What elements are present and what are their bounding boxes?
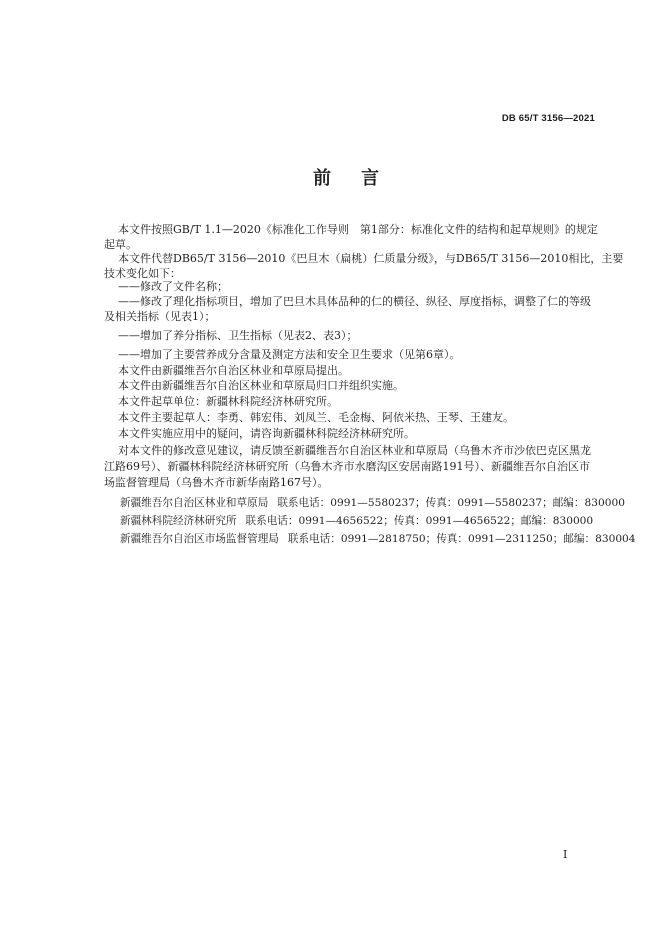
change-item-2: [104, 295, 590, 324]
contact-list: [120, 494, 636, 548]
paragraph-line: 起草。: [104, 237, 137, 251]
paragraph-line: ——增加了养分指标、卫生指标（见表2、表3）；: [118, 329, 358, 342]
change-item-4: [104, 348, 590, 363]
contact-details: 联系电话：0991—5580237；传真：0991—5580237；邮编：830000: [277, 497, 625, 509]
contact-line: [120, 530, 636, 548]
paragraph-line: ——增加了主要营养成分含量及测定方法和安全卫生要求（见第6章）。: [118, 348, 461, 361]
paragraph-line: 本文件起草单位：新疆林科院经济林研究所。: [118, 395, 338, 408]
change-item-3: [104, 329, 590, 344]
page-number: I: [563, 848, 568, 861]
contact-line: [120, 512, 636, 530]
paragraph-line: 江路69号）、新疆林科院经济林研究所（乌鲁木齐市水磨沟区安居南路191号）、新疆维吾尔自治区市: [104, 460, 590, 473]
paragraph-line: 技术变化如下：: [104, 266, 181, 280]
contact-org: 新疆维吾尔自治区市场监督管理局: [120, 533, 279, 545]
paragraph-line: ——修改了文件名称；: [118, 280, 228, 293]
paragraph-administered-by: [104, 379, 590, 394]
document-code: DB 65/T 3156—2021: [501, 113, 595, 124]
paragraph-drafting-rules: [104, 223, 598, 252]
paragraph-line: 及相关指标（见表1）；: [104, 309, 216, 323]
paragraph-drafters: [104, 411, 590, 426]
contact-org: 新疆林科院经济林研究所: [120, 515, 237, 527]
paragraph-proposed-by: [104, 364, 590, 379]
contact-details: 联系电话：0991—2818750；传真：0991—2311250；邮编：830004: [287, 533, 636, 545]
paragraph-feedback: [104, 443, 590, 491]
paragraph-line: 本文件由新疆维吾尔自治区林业和草原局提出。: [118, 364, 349, 377]
preface-title: 前言: [313, 168, 409, 189]
paragraph-drafting-unit: [104, 395, 590, 410]
paragraph-line: 本文件主要起草人：李勇、韩宏伟、刘凤兰、毛金梅、阿依米热、王琴、王建友。: [118, 411, 514, 424]
contact-line: [120, 494, 636, 512]
paragraph-line: ——修改了理化指标项目，增加了巴旦木具体品种的仁的横径、纵径、厚度指标，调整了仁的等级: [118, 295, 591, 308]
paragraph-line: 场监督管理局（乌鲁木齐市新华南路167号）。: [104, 476, 329, 489]
paragraph-replacement: [104, 252, 624, 281]
paragraph-line: 本文件实施应用中的疑问，请咨询新疆林科院经济林研究所。: [118, 427, 415, 440]
paragraph-inquiries: [104, 427, 590, 442]
contact-org: 新疆维吾尔自治区林业和草原局: [120, 497, 269, 509]
paragraph-line: 对本文件的修改意见建议，请反馈至新疆维吾尔自治区林业和草原局（乌鲁木齐市沙依巴克区黑龙: [118, 444, 591, 457]
paragraph-line: 本文件按照GB/T 1.1—2020《标准化工作导则 第1部分：标准化文件的结构和起草规则》的规定: [118, 223, 598, 236]
paragraph-line: 本文件代替DB65/T 3156—2010《巴旦木（扁桃）仁质量分级》，与DB65/T 3156—2010相比，主要: [118, 252, 624, 265]
contact-details: 联系电话：0991—4656522；传真：0991—4656522；邮编：830000: [245, 515, 594, 527]
paragraph-line: 本文件由新疆维吾尔自治区林业和草原局归口并组织实施。: [118, 379, 404, 392]
change-item-1: [104, 280, 590, 295]
